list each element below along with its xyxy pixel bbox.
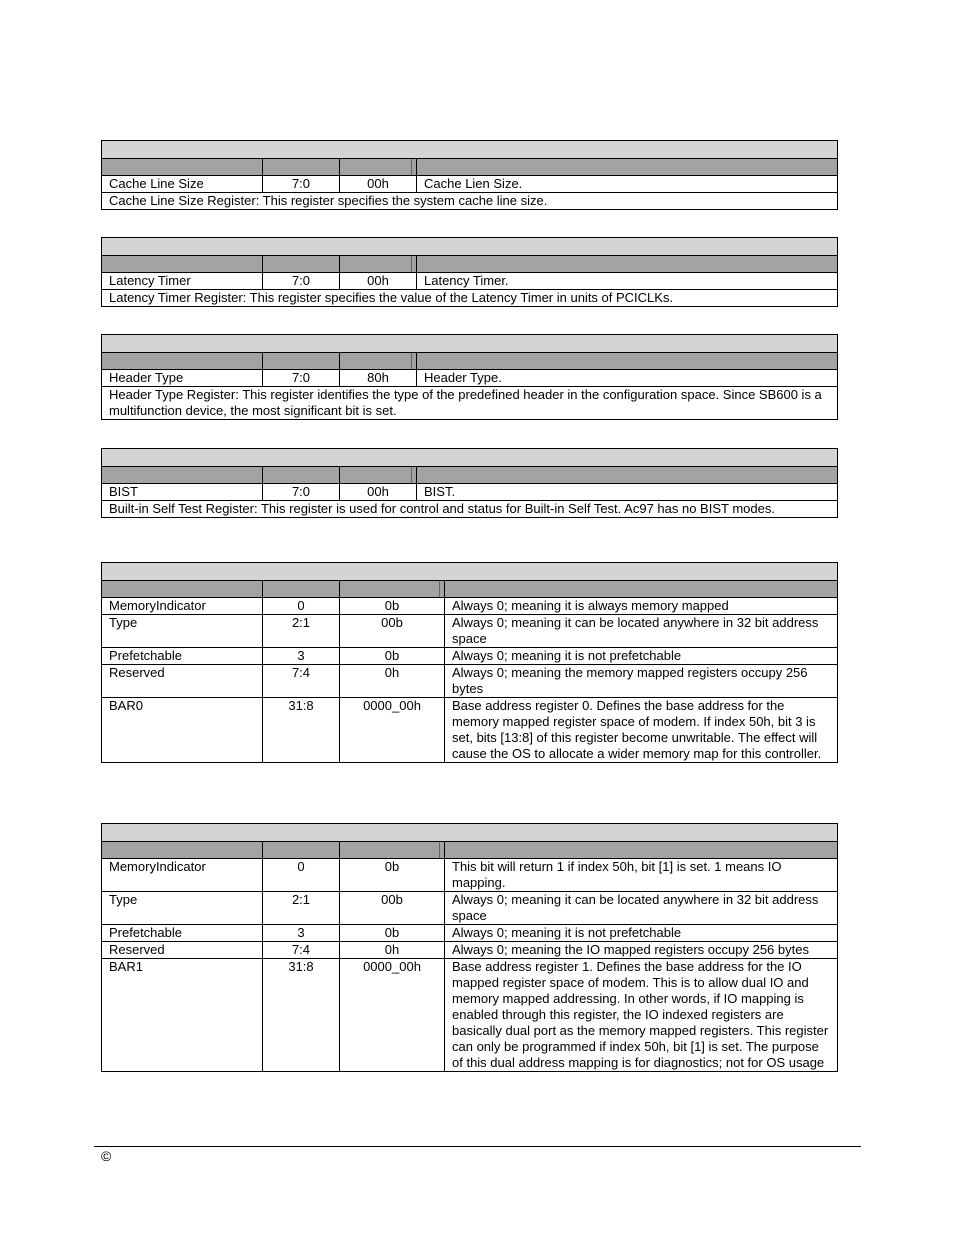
field-bits: 7:0: [263, 484, 340, 500]
latency-timer-register-table: [101, 237, 838, 307]
register-description: Cache Line Size Register: This register specifies the system cache line size.: [109, 193, 548, 208]
field-default: 00b: [340, 892, 445, 924]
table-title-bar: [102, 563, 837, 581]
table-header-row: [102, 159, 837, 176]
field-bits: 2:1: [263, 892, 340, 924]
table-header-row: [102, 353, 837, 370]
register-description: Latency Timer Register: This register specifies the value of the Latency Timer in units of PCICLKs.: [109, 290, 674, 305]
copyright-notice: ©: [101, 1148, 112, 1164]
field-description: Always 0; meaning it is not prefetchable: [452, 925, 682, 940]
field-description: Header Type.: [424, 370, 502, 385]
table-row: [102, 665, 837, 698]
field-default: 0b: [340, 598, 445, 614]
field-description: Base address register 0. Defines the base address for the memory mapped register space of modem. If index 50h, bit 3 is set, bits [13:8] of this register become unwritable. The effect will cause the OS to allocate a wider memory map for this controller.: [452, 698, 822, 761]
footer-divider: [94, 1146, 861, 1147]
field-description: This bit will return 1 if index 50h, bit [1] is set. 1 means IO mapping.: [452, 859, 782, 890]
field-description: Always 0; meaning the memory mapped registers occupy 256 bytes: [452, 665, 808, 696]
field-bits: 3: [263, 925, 340, 941]
cache-line-size-register-table: [101, 140, 838, 210]
table-title-bar: [102, 141, 837, 159]
field-bits: 7:4: [263, 665, 340, 697]
field-default: 0h: [340, 942, 445, 958]
field-bits: 7:0: [263, 176, 340, 192]
field-name: Type: [102, 615, 263, 647]
field-name: BIST: [102, 484, 263, 500]
field-name: Prefetchable: [102, 648, 263, 664]
field-bits: 3: [263, 648, 340, 664]
bist-register-table: [101, 448, 838, 518]
table-row: [102, 598, 837, 615]
field-name: MemoryIndicator: [102, 598, 263, 614]
field-default: 0b: [340, 648, 445, 664]
field-bits: 2:1: [263, 615, 340, 647]
field-default: 00b: [340, 615, 445, 647]
register-description: Header Type Register: This register identifies the type of the predefined header in the configuration space. Since SB600 is a multifunction device, the most significant bit is set.: [109, 387, 822, 418]
bar0-register-table: [101, 562, 838, 763]
field-name: Prefetchable: [102, 925, 263, 941]
field-default: 80h: [340, 370, 417, 386]
field-name: Cache Line Size: [102, 176, 263, 192]
field-default: 00h: [340, 176, 417, 192]
table-row: [102, 698, 837, 762]
field-name: Reserved: [102, 942, 263, 958]
field-bits: 7:0: [263, 273, 340, 289]
field-description: Always 0; meaning it can be located anywhere in 32 bit address space: [452, 615, 819, 646]
field-bits: 31:8: [263, 959, 340, 1071]
field-description: Latency Timer.: [424, 273, 509, 288]
field-bits: 0: [263, 859, 340, 891]
field-name: Type: [102, 892, 263, 924]
field-default: 0000_00h: [340, 959, 445, 1071]
field-default: 0000_00h: [340, 698, 445, 762]
field-default: 00h: [340, 484, 417, 500]
field-bits: 0: [263, 598, 340, 614]
field-description: Base address register 1. Defines the base address for the IO mapped register space of modem. This is to allow dual IO and memory mapped addressing. In other words, if IO mapping is enabled through this register, the IO indexed registers are basically dual port as the memory mapped registers. This register can only be programmed if index 50h, bit [1] is set. The purpose of this dual address mapping is for diagnostics; not for OS usage: [452, 959, 829, 1070]
field-name: Header Type: [102, 370, 263, 386]
field-default: 00h: [340, 273, 417, 289]
field-bits: 7:0: [263, 370, 340, 386]
field-name: BAR0: [102, 698, 263, 762]
field-description: Always 0; meaning it can be located anywhere in 32 bit address space: [452, 892, 819, 923]
table-row: [102, 859, 837, 892]
table-row: [102, 484, 837, 501]
table-row: [102, 273, 837, 290]
table-title-bar: [102, 335, 837, 353]
field-description: Always 0; meaning it is not prefetchable: [452, 648, 682, 663]
field-description: Always 0; meaning the IO mapped registers occupy 256 bytes: [452, 942, 809, 957]
field-name: Latency Timer: [102, 273, 263, 289]
field-description: BIST.: [424, 484, 456, 499]
bar1-register-table: [101, 823, 838, 1072]
table-row: [102, 176, 837, 193]
field-name: Reserved: [102, 665, 263, 697]
table-row: [102, 959, 837, 1071]
field-bits: 7:4: [263, 942, 340, 958]
table-row: [102, 942, 837, 959]
table-header-row: [102, 467, 837, 484]
field-description: Cache Lien Size.: [424, 176, 523, 191]
table-title-bar: [102, 824, 837, 842]
field-bits: 31:8: [263, 698, 340, 762]
table-header-row: [102, 842, 837, 859]
field-name: BAR1: [102, 959, 263, 1071]
table-header-row: [102, 581, 837, 598]
table-title-bar: [102, 449, 837, 467]
table-row: [102, 925, 837, 942]
table-row: [102, 648, 837, 665]
table-title-bar: [102, 238, 837, 256]
table-row: [102, 892, 837, 925]
field-default: 0b: [340, 925, 445, 941]
table-row: [102, 615, 837, 648]
header-type-register-table: [101, 334, 838, 420]
register-description: Built-in Self Test Register: This register is used for control and status for Built-in Self Test. Ac97 has no BIST modes.: [109, 501, 775, 516]
table-row: [102, 370, 837, 387]
field-default: 0b: [340, 859, 445, 891]
field-default: 0h: [340, 665, 445, 697]
field-description: Always 0; meaning it is always memory mapped: [452, 598, 729, 613]
table-header-row: [102, 256, 837, 273]
field-name: MemoryIndicator: [102, 859, 263, 891]
